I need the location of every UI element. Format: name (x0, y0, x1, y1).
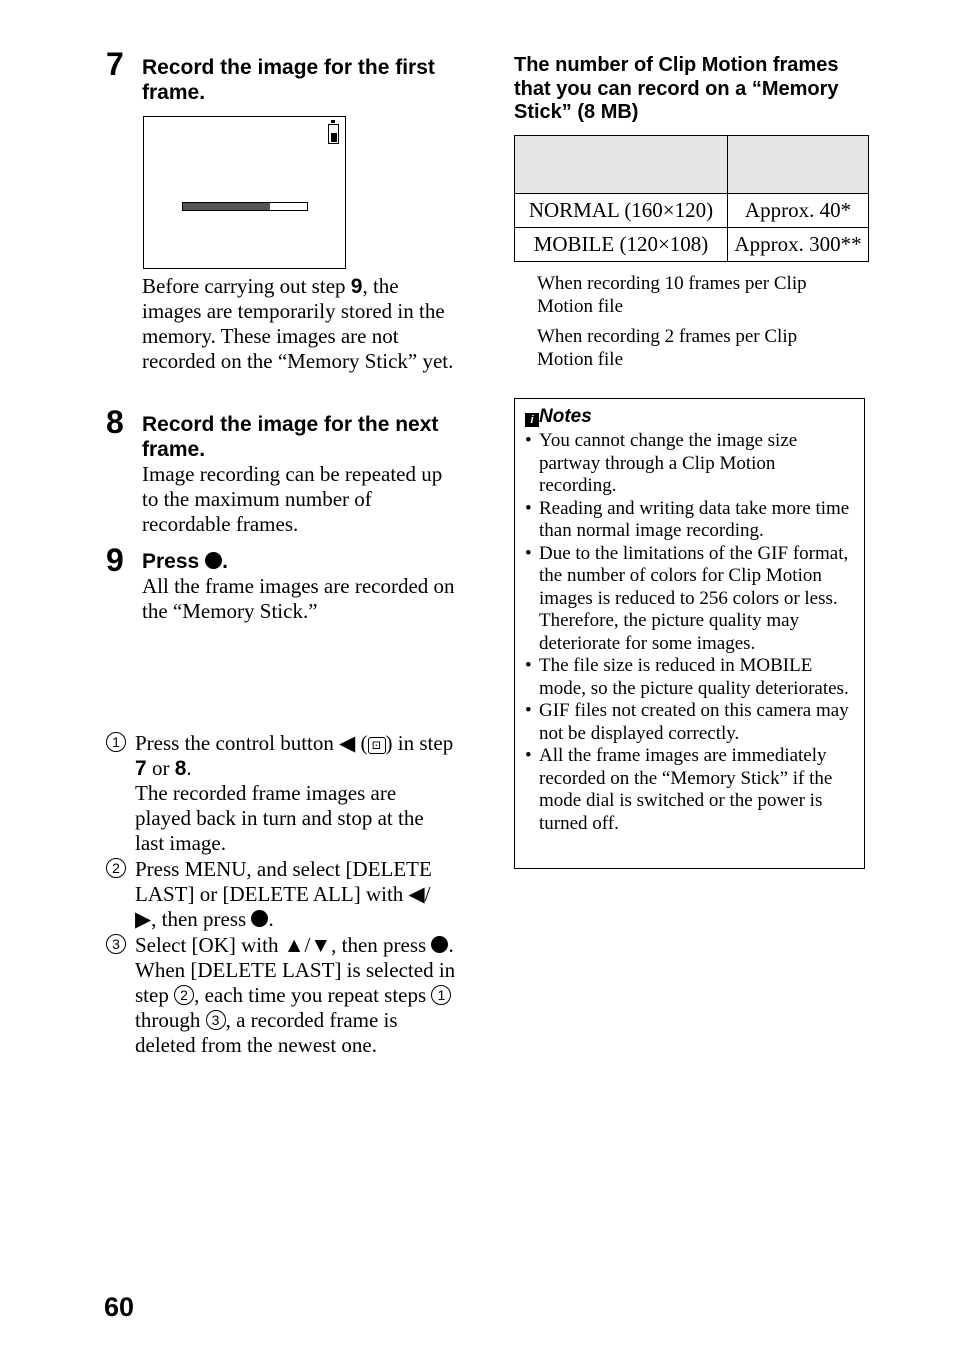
center-button-icon (205, 552, 222, 569)
step-9-number: 9 (106, 542, 124, 578)
proc-3-text-b: . (448, 933, 454, 957)
step-ref-7: 7 (135, 757, 147, 780)
proc-1-text-d: . (186, 756, 192, 780)
proc-2-text-a: Press MENU, and select [DELETE LAST] or [DELETE ALL] with ◀/ ▶, then press (135, 857, 432, 931)
notes-heading (525, 405, 854, 429)
note-item: • Due to the limitations of the GIF format, the number of colors for Clip Motion images is reduced to 256 colors or less. Therefore, the picture quality may deteriorate for some images. (525, 543, 854, 656)
step-9-description: All the frame images are recorded on the “Memory Stick.” (142, 574, 455, 623)
procedure-item-3 (106, 933, 456, 1058)
frames-table (514, 135, 869, 262)
table-header-cell (515, 136, 728, 194)
table-row (515, 194, 869, 228)
note-item: • The file size is reduced in MOBILE mode, so the picture quality deteriorates. (525, 655, 854, 700)
table-row (515, 228, 869, 262)
recording-progress-fill (183, 203, 270, 210)
proc-3-text-e: through (135, 1008, 206, 1032)
recording-progress-bar (182, 202, 308, 211)
table-header-row (515, 136, 869, 194)
notes-box (514, 398, 865, 869)
note-item: • All the frame images are immediately recorded on the “Memory Stick” if the mode dial is switched or the power is turned off. (525, 745, 854, 835)
note-icon: i (525, 413, 539, 427)
step-ref-8: 8 (174, 757, 187, 780)
table-cell-count: Approx. 300** (728, 228, 869, 262)
center-button-icon (251, 910, 268, 927)
circled-number-1: 1 (106, 732, 126, 752)
battery-icon (328, 124, 339, 144)
proc-3-result (135, 958, 456, 1058)
center-button-icon (431, 936, 448, 953)
table-header-cell (728, 136, 869, 194)
proc-2-text-b: . (268, 907, 274, 931)
step-7-description (142, 274, 462, 374)
step-8-number: 8 (106, 404, 124, 440)
page-number: 60 (104, 1292, 135, 1322)
playback-icon: ⊡ (368, 737, 386, 754)
step-ref-9: 9 (350, 275, 363, 298)
circled-number-2: 2 (174, 985, 194, 1005)
note-item: • Reading and writing data take more time than normal image recording. (525, 498, 854, 543)
proc-3-text-d: , each time you repeat steps (194, 983, 432, 1007)
step-8-description: Image recording can be repeated up to the maximum number of recordable frames. (142, 462, 443, 536)
proc-3-text-a: Select [OK] with ▲/▼, then press (135, 933, 432, 957)
table-cell-mode: NORMAL (160×120) (515, 194, 728, 228)
proc-1-text-a: Press the control button ◀ ( (135, 731, 368, 755)
lcd-screen (143, 116, 346, 269)
note-item: • You cannot change the image size partway through a Clip Motion recording. (525, 430, 854, 498)
table-title: The number of Clip Motion frames that you can record on a “Memory Stick” (8 MB) (514, 54, 839, 123)
step-7-number: 7 (106, 46, 124, 82)
table-cell-mode: MOBILE (120×108) (515, 228, 728, 262)
procedure-list (106, 731, 456, 1058)
procedure-item-2 (106, 857, 456, 932)
step-9-heading-end: . (222, 550, 228, 573)
note-item: • GIF files not created on this camera may not be displayed correctly. (525, 700, 854, 745)
proc-1-text-b: ) in step (385, 731, 454, 755)
proc-3-text-c: When [DELETE LAST] is selected in step (135, 958, 456, 1007)
step-8-heading: Record the image for the next frame. (142, 413, 439, 461)
step-7-heading: Record the image for the first frame. (142, 56, 435, 104)
circled-number-2: 2 (106, 858, 126, 878)
circled-number-3: 3 (106, 934, 126, 954)
footnote-1: When recording 10 frames per Clip Motion file (537, 273, 807, 317)
proc-3-text-f: , a recorded frame is deleted from the newest one. (135, 1008, 398, 1057)
circled-number-3: 3 (206, 1010, 226, 1030)
step-9-heading-text: Press (142, 550, 206, 573)
circled-number-1: 1 (431, 985, 451, 1005)
step-7-text-a: Before carrying out step (142, 274, 351, 298)
notes-title: Notes (539, 406, 592, 427)
notes-list (525, 430, 854, 835)
step-9-heading (142, 549, 462, 574)
table-cell-count: Approx. 40* (728, 194, 869, 228)
footnote-2: When recording 2 frames per Clip Motion file (537, 326, 798, 370)
proc-1-result: The recorded frame images are played back in turn and stop at the last image. (135, 781, 424, 855)
proc-1-text-c: or (146, 756, 175, 780)
procedure-item-1 (106, 731, 456, 856)
step-7-text-b: , the images are temporarily stored in the memory. These images are not recorded on the “Memory Stick” yet. (142, 274, 454, 373)
